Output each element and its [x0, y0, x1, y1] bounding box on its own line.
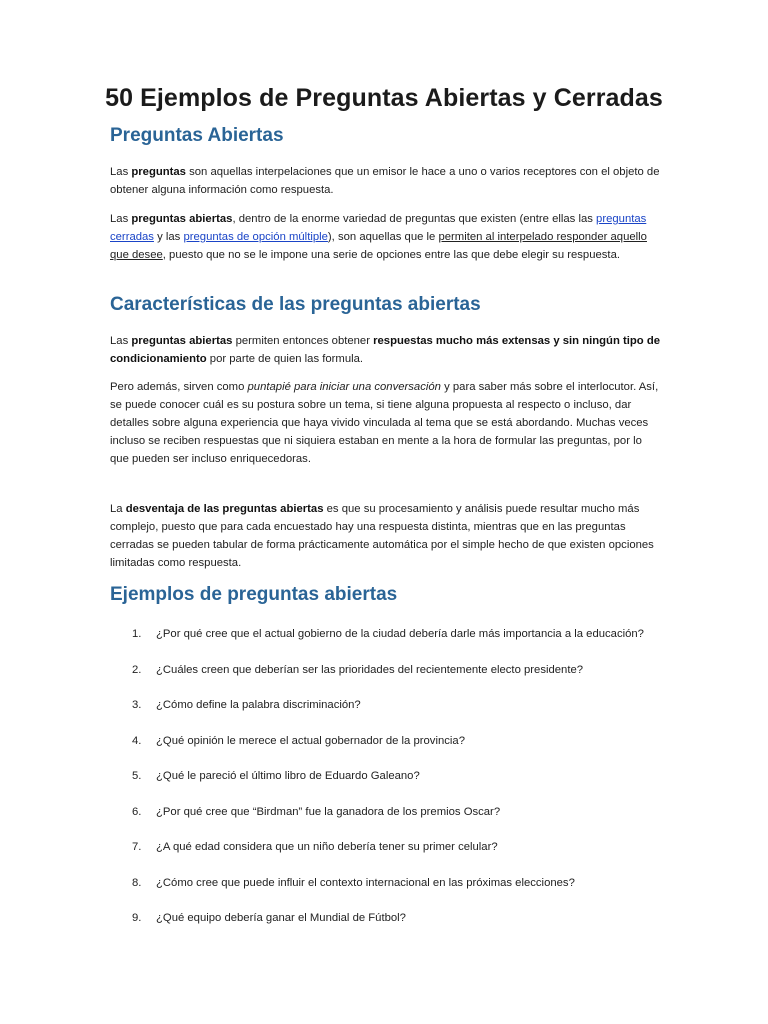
- list-item-text: ¿Cómo cree que puede influir el contexto internacional en las próximas elecciones?: [156, 876, 575, 889]
- paragraph-open-questions: [110, 210, 662, 264]
- bold-text: preguntas abiertas: [131, 335, 233, 347]
- list-item: [110, 626, 670, 662]
- list-item-text: ¿Por qué cree que el actual gobierno de la ciudad debería darle más importancia a la educación?: [156, 628, 644, 640]
- list-item-text: ¿Qué opinión le merece el actual gobernador de la provincia?: [156, 734, 465, 747]
- paragraph-definition: [110, 163, 662, 199]
- list-item-number: 4.: [132, 734, 142, 747]
- list-item-text: ¿Cuáles creen que deberían ser las prioridades del recientemente electo presidente?: [156, 663, 584, 676]
- text-run: La: [110, 503, 126, 515]
- list-item-number: 1.: [132, 628, 142, 640]
- list-item-number: 6.: [132, 805, 142, 818]
- list-item-text: ¿Qué le pareció el último libro de Eduardo Galeano?: [156, 770, 420, 782]
- italic-text: puntapié para iniciar una conversación: [247, 381, 441, 393]
- text-run: Las: [110, 335, 132, 347]
- text-run: ), son aquellas que le: [327, 231, 439, 243]
- section-heading-preguntas-abiertas: Preguntas Abiertas: [110, 125, 284, 146]
- underlined-text: permiten al interpelado responder aquello que desee: [110, 231, 647, 261]
- inline-link[interactable]: preguntas cerradas: [110, 213, 647, 243]
- list-item: [110, 697, 670, 733]
- list-item-number: 5.: [132, 770, 142, 782]
- text-run: permiten entonces obtener: [232, 335, 374, 347]
- bold-text: preguntas abiertas: [131, 213, 233, 225]
- text-run: Las: [110, 166, 132, 178]
- list-item: [110, 875, 670, 911]
- list-item-number: 8.: [132, 876, 142, 889]
- bold-text: preguntas: [131, 166, 186, 178]
- document-title: 50 Ejemplos de Preguntas Abiertas y Cerradas: [105, 84, 663, 112]
- text-run: es que su procesamiento y análisis puede resultar mucho más complejo, puesto que para cada encuestado hay una respuesta distinta, mientras que en las preguntas cerradas se pueden tabular de forma prácticamente automática por el simple hecho de que existen opciones limitadas como respuesta.: [110, 503, 654, 569]
- text-run: y para saber más sobre el interlocutor. Así, se puede conocer cuál es su postura sobre un tema, si tiene alguna propuesta al respecto o incluso, dar detalles sobre alguna experiencia que haya vivido vinculada al tema que se está abordando. Muchas veces incluso se reciben respuestas que ni siquiera estaban en mente a la hora de formular las preguntas, por lo que pueden ser incluso enriquecedoras.: [110, 381, 659, 465]
- section-heading-ejemplos: Ejemplos de preguntas abiertas: [110, 584, 398, 605]
- list-item: [110, 804, 670, 840]
- text-run: son aquellas interpelaciones que un emisor le hace a uno o varios receptores con el objeto de obtener alguna información como respuesta.: [110, 166, 660, 196]
- bold-text: respuestas mucho más extensas y sin ningún tipo de condicionamiento: [110, 335, 661, 365]
- bold-text: desventaja de las preguntas abiertas: [125, 503, 324, 515]
- paragraph-conversation: [110, 378, 662, 468]
- examples-list: [110, 626, 670, 946]
- text-run: , puesto que no se le impone una serie de opciones entre las que debe elegir su respuesta.: [162, 249, 620, 261]
- list-item-number: 7.: [132, 841, 142, 853]
- list-item: [110, 662, 670, 698]
- list-item: [110, 910, 670, 946]
- list-item-number: 2.: [132, 663, 142, 676]
- paragraph-disadvantage: [110, 500, 662, 572]
- section-heading-caracteristicas: Características de las preguntas abiertas: [110, 294, 481, 315]
- text-run: Pero además, sirven como: [110, 381, 248, 393]
- list-item: [110, 733, 670, 769]
- text-run: Las: [110, 213, 132, 225]
- text-run: , dentro de la enorme variedad de preguntas que existen (entre ellas las: [232, 213, 597, 225]
- inline-link[interactable]: preguntas de opción múltiple: [183, 231, 328, 243]
- list-item-number: 9.: [132, 912, 142, 924]
- text-run: por parte de quien las formula.: [206, 353, 364, 365]
- paragraph-characteristics: [110, 332, 662, 368]
- list-item-text: ¿A qué edad considera que un niño debería tener su primer celular?: [156, 841, 498, 853]
- list-item: [110, 839, 670, 875]
- list-item-text: ¿Qué equipo debería ganar el Mundial de Fútbol?: [156, 912, 406, 924]
- text-run: y las: [153, 231, 184, 243]
- list-item-text: ¿Por qué cree que “Birdman” fue la ganadora de los premios Oscar?: [156, 805, 501, 818]
- list-item-number: 3.: [132, 699, 142, 711]
- list-item-text: ¿Cómo define la palabra discriminación?: [156, 699, 361, 711]
- list-item: [110, 768, 670, 804]
